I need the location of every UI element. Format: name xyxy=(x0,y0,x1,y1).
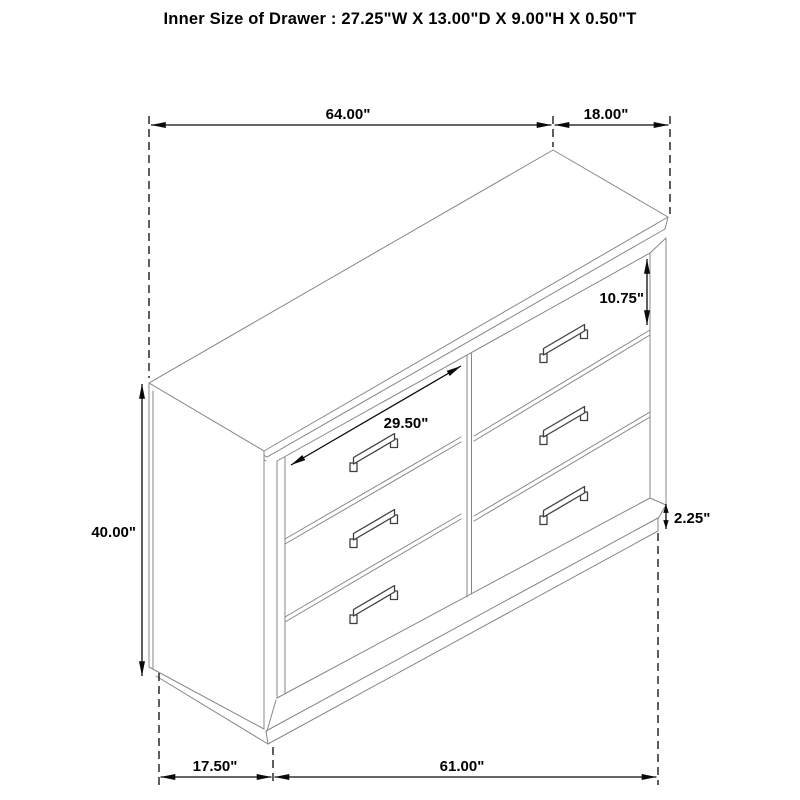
dimension-label-drawer-width: 29.50" xyxy=(383,415,429,432)
dimension-label-base-height: 2.25" xyxy=(674,510,711,527)
dresser-body xyxy=(149,150,668,744)
dimension-label-base-depth: 17.50" xyxy=(192,758,238,775)
dimension-base-height xyxy=(666,504,710,529)
dimension-base-width xyxy=(275,758,657,777)
diagram-title: Inner Size of Drawer : 27.25"W X 13.00"D X 9.00"H X 0.50"T xyxy=(163,10,637,28)
dimension-top-depth xyxy=(555,106,669,125)
dimension-label-drawer-height: 10.75" xyxy=(599,290,644,307)
dimension-overall-width xyxy=(151,106,552,125)
dimension-label-overall-height: 40.00" xyxy=(91,524,136,541)
dimension-label-base-width: 61.00" xyxy=(439,758,485,775)
dimension-overall-height xyxy=(91,384,142,676)
dimension-label-overall-width: 64.00" xyxy=(325,106,371,123)
dimension-base-depth xyxy=(161,758,272,777)
dimension-label-top-depth: 18.00" xyxy=(583,106,629,123)
